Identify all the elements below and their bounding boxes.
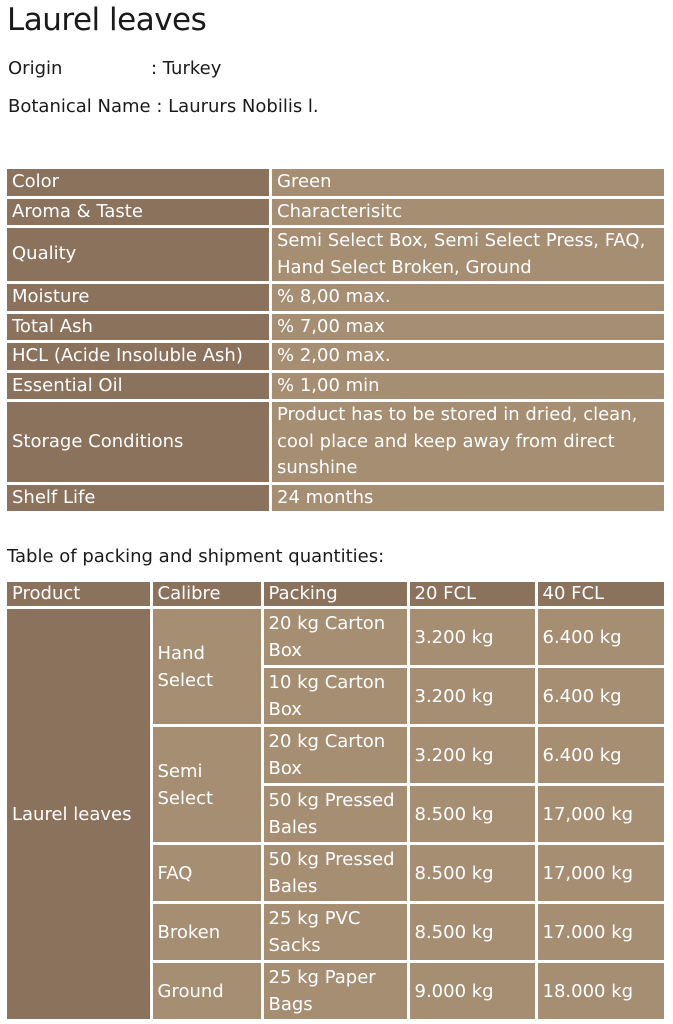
spec-key: Essential Oil <box>7 373 272 400</box>
calibre-cell: FAQ <box>151 844 262 903</box>
fcl40-cell: 6.400 kg <box>536 667 664 726</box>
origin-label: Origin <box>8 58 63 79</box>
spec-value: Green <box>272 169 664 196</box>
spec-row <box>7 485 664 512</box>
packing-cell: 50 kg Pressed Bales <box>262 785 408 844</box>
spec-value: Semi Select Box, Semi Select Press, FAQ, Hand Select Broken, Ground <box>272 228 664 281</box>
packing-cell: 10 kg Carton Box <box>262 667 408 726</box>
fcl20-cell: 8.500 kg <box>408 785 536 844</box>
fcl20-cell: 9.000 kg <box>408 962 536 1021</box>
packing-column-header: Packing <box>262 582 408 608</box>
fcl40-cell: 18.000 kg <box>536 962 664 1021</box>
fcl20-cell: 3.200 kg <box>408 726 536 785</box>
spec-key: Total Ash <box>7 314 272 341</box>
spec-row <box>7 169 664 196</box>
table-row <box>7 608 664 667</box>
origin-value: : Turkey <box>151 58 222 79</box>
botanical-name-value: : Laururs Nobilis l. <box>156 96 319 117</box>
packing-cell: 20 kg Carton Box <box>262 726 408 785</box>
fcl20-cell: 3.200 kg <box>408 608 536 667</box>
fcl40-cell: 17,000 kg <box>536 844 664 903</box>
spec-value: % 2,00 max. <box>272 343 664 370</box>
fcl20-cell: 8.500 kg <box>408 844 536 903</box>
fcl40-cell: 6.400 kg <box>536 726 664 785</box>
spec-key: Storage Conditions <box>7 402 272 482</box>
spec-row <box>7 199 664 226</box>
botanical-name-row <box>8 96 319 117</box>
spec-key: Shelf Life <box>7 485 272 512</box>
packing-table <box>7 582 664 1022</box>
packing-cell: 25 kg PVC Sacks <box>262 903 408 962</box>
packing-table-title: Table of packing and shipment quantities: <box>7 546 385 567</box>
botanical-name-label: Botanical Name <box>8 96 151 117</box>
product-cell: Laurel leaves <box>7 608 151 1021</box>
fcl40-cell: 6.400 kg <box>536 608 664 667</box>
fcl40-cell: 17.000 kg <box>536 903 664 962</box>
spec-value: Characterisitc <box>272 199 664 226</box>
spec-row <box>7 228 664 281</box>
calibre-cell: Broken <box>151 903 262 962</box>
spec-key: Quality <box>7 228 272 281</box>
spec-value: % 7,00 max <box>272 314 664 341</box>
packing-column-header: Calibre <box>151 582 262 608</box>
spec-row <box>7 402 664 482</box>
spec-key: Moisture <box>7 284 272 311</box>
fcl20-cell: 3.200 kg <box>408 667 536 726</box>
calibre-cell: Ground <box>151 962 262 1021</box>
fcl40-cell: 17,000 kg <box>536 785 664 844</box>
spec-value: Product has to be stored in dried, clean, cool place and keep away from direct sunshine <box>272 402 664 482</box>
packing-column-header: 20 FCL <box>408 582 536 608</box>
packing-cell: 20 kg Carton Box <box>262 608 408 667</box>
spec-key: Color <box>7 169 272 196</box>
spec-key: HCL (Acide Insoluble Ash) <box>7 343 272 370</box>
spec-row <box>7 284 664 311</box>
fcl20-cell: 8.500 kg <box>408 903 536 962</box>
specification-table <box>7 166 664 514</box>
packing-cell: 25 kg Paper Bags <box>262 962 408 1021</box>
spec-key: Aroma & Taste <box>7 199 272 226</box>
spec-row <box>7 343 664 370</box>
packing-column-header: 40 FCL <box>536 582 664 608</box>
spec-value: 24 months <box>272 485 664 512</box>
spec-row <box>7 373 664 400</box>
spec-row <box>7 314 664 341</box>
packing-cell: 50 kg Pressed Bales <box>262 844 408 903</box>
calibre-cell: Hand Select <box>151 608 262 726</box>
origin-row <box>8 58 221 79</box>
packing-column-header: Product <box>7 582 151 608</box>
spec-value: % 8,00 max. <box>272 284 664 311</box>
calibre-cell: Semi Select <box>151 726 262 844</box>
page-title: Laurel leaves <box>7 2 207 38</box>
spec-value: % 1,00 min <box>272 373 664 400</box>
